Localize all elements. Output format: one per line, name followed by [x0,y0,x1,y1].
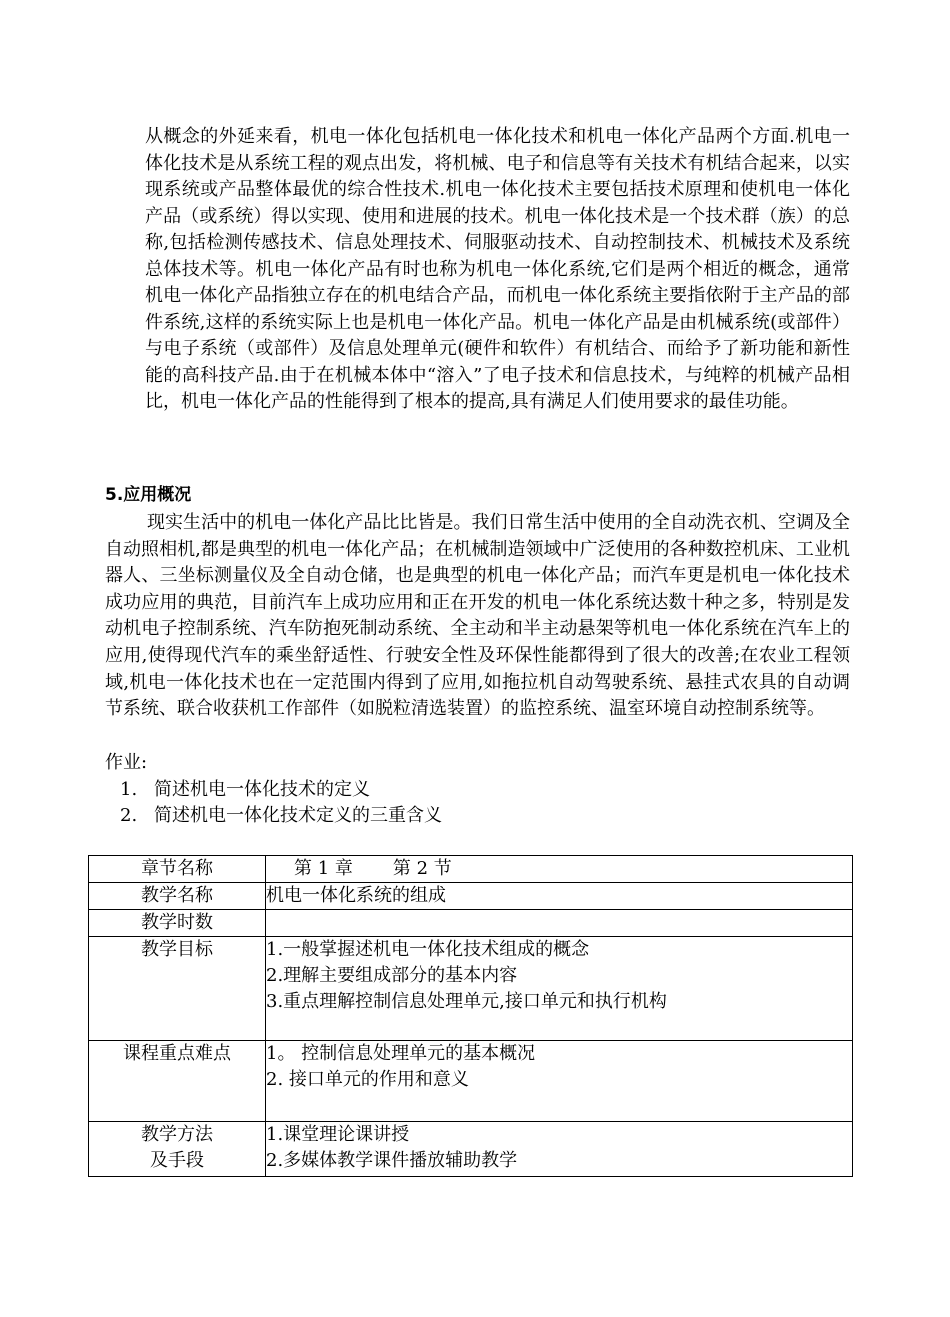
key-point-item: 2. 接口单元的作用和意义 [266,1069,469,1090]
lesson-name-value: 机电一体化系统的组成 [266,883,853,910]
table-row-lesson-name [89,883,853,910]
methods-label [89,1122,266,1177]
table-row-methods [89,1122,853,1177]
method-item: 2.多媒体教学课件播放辅助教学 [266,1150,518,1171]
method-item: 1.课堂理论课讲授 [266,1124,410,1145]
homework-item-number: 2. [120,805,138,826]
chapter-value [266,856,853,883]
objectives-value [266,937,853,1041]
objective-item: 3.重点理解控制信息处理单元,接口单元和执行机构 [266,991,667,1012]
chapter-number: 第 1 章 [294,858,353,879]
homework-item [120,803,442,829]
section-number: 第 2 节 [392,858,452,879]
table-row-hours [89,910,853,937]
key-points-label: 课程重点难点 [89,1041,266,1122]
methods-label-line: 教学方法 [141,1124,213,1145]
objective-item: 2.理解主要组成部分的基本内容 [266,965,518,986]
homework-item-text: 简述机电一体化技术定义的三重含义 [154,805,442,826]
key-point-item: 1。 控制信息处理单元的基本概况 [266,1043,536,1064]
objectives-label: 教学目标 [89,937,266,1041]
hours-label: 教学时数 [89,910,266,937]
hours-value [266,910,853,937]
table-row-key-points [89,1041,853,1122]
methods-value [266,1122,853,1177]
lesson-name-label: 教学名称 [89,883,266,910]
homework-item [120,777,370,803]
objective-item: 1.一般掌握述机电一体化技术组成的概念 [266,939,590,960]
application-paragraph: 现实生活中的机电一体化产品比比皆是。我们日常生活中使用的全自动洗衣机、空调及全自动照相机,都是典型的机电一体化产品；在机械制造领域中广泛使用的各种数控机床、工业机器人、三坐标测量仪及全自动仓储，也是典型的机电一体化产品；而汽车更是机电一体化技术成功应用的典范，目前汽车上成功应用和正在开发的机电一体化系统达数十种之多，特别是发动机电子控制系统、汽车防抱死制动系统、全主动和半主动悬架等机电一体化系统在汽车上的应用,使得现代汽车的乘坐舒适性、行驶安全性及环保性能都得到了很大的改善;在农业工程领域,机电一体化技术也在一定范围内得到了应用,如拖拉机自动驾驶系统、悬挂式农具的自动调节系统、联合收获机工作部件（如脱粒清选装置）的监控系统、温室环境自动控制系统等。 [105,512,850,720]
homework-item-text: 简述机电一体化技术的定义 [154,779,370,800]
section-heading: 5.应用概况 [105,485,192,505]
chapter-label: 章节名称 [89,856,266,883]
methods-label-line: 及手段 [150,1150,204,1171]
lesson-plan-table [88,855,853,1177]
table-row-objectives [89,937,853,1041]
homework-item-number: 1. [120,779,138,800]
intro-paragraph: 从概念的外延来看，机电一体化包括机电一体化技术和机电一体化产品两个方面.机电一体化技术是从系统工程的观点出发，将机械、电子和信息等有关技术有机结合起来，以实现系统或产品整体最优的综合性技术.机电一体化技术主要包括技术原理和使机电一体化产品（或系统）得以实现、使用和进展的技术。机电一体化技术是一个技术群（族）的总称,包括检测传感技术、信息处理技术、伺服驱动技术、自动控制技术、机械技术及系统总体技术等。机电一体化产品有时也称为机电一体化系统,它们是两个相近的概念，通常机电一体化产品指独立存在的机电结合产品，而机电一体化系统主要指依附于主产品的部件系统,这样的系统实际上也是机电一体化产品。机电一体化产品是由机械系统(或部件）与电子系统（或部件）及信息处理单元(硬件和软件）有机结合、而给予了新功能和新性能的高科技产品.由于在机械本体中“溶入”了电子技术和信息技术，与纯粹的机械产品相比，机电一体化产品的性能得到了根本的提高,具有满足人们使用要求的最佳功能。 [145,126,850,412]
key-points-value [266,1041,853,1122]
table-row-chapter [89,856,853,883]
homework-label: 作业: [105,752,148,773]
